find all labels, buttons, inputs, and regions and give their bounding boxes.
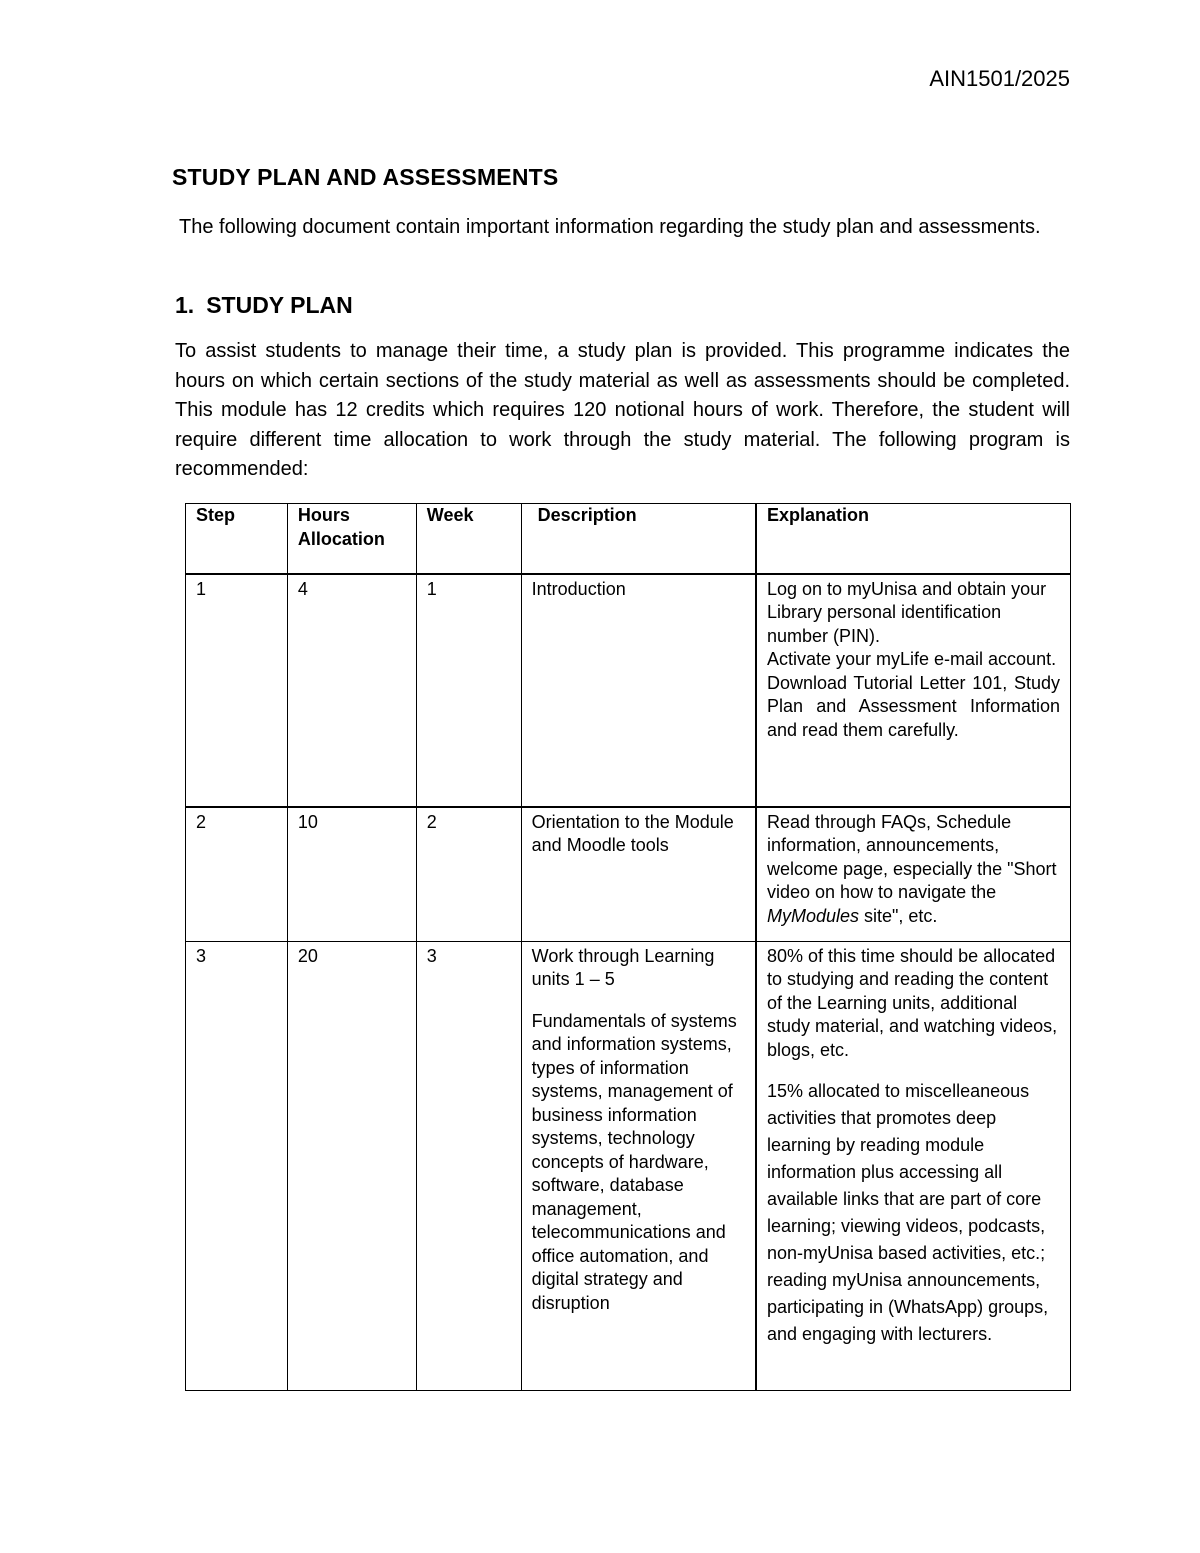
explanation-part: Log on to myUnisa and obtain your Library personal identification number (PIN). (766, 578, 1047, 646)
cell-week: 1 (416, 574, 521, 807)
explanation-text: Read through FAQs, Schedule information, announcements, welcome page, especially the "Short video on how to navigate the (766, 811, 1057, 902)
study-plan-paragraph: To assist students to manage their time, a study plan is provided. This programme indicates the hours on which certain sections of the study material as well as assessments should be completed. This module has 12 credits which requires 120 notional hours of work. Therefore, the student will require different time allocation to work through the study material. The following program is recommended: (175, 340, 1070, 480)
study-plan-table (185, 503, 1071, 1391)
module-code: AIN1501/2025 (929, 66, 1070, 91)
table-header-row (186, 504, 1071, 574)
intro-text: The following document contain important information regarding the study plan and assessments. (179, 216, 1041, 238)
explanation-part: 15% allocated to miscelleaneous activities that promotes deep learning by reading module information plus accessing all available links that are part of core learning; viewing videos, podcasts, non-myUnisa based activities, etc.; reading myUnisa announcements, participating in (WhatsApp) groups, and engaging with lecturers. (766, 1081, 1049, 1344)
cell-hours: 10 (287, 807, 416, 942)
spacer (532, 992, 745, 1010)
header-hours (287, 504, 416, 574)
spacer (767, 1062, 1060, 1078)
description-part: Work through Learning units 1 – 5 (531, 945, 715, 989)
section-number: 1. (175, 292, 195, 318)
cell-hours: 4 (287, 574, 416, 807)
cell-hours: 20 (287, 941, 416, 1390)
header-step: Step (186, 504, 288, 574)
cell-description: Orientation to the Module and Moodle tools (521, 807, 756, 942)
explanation-emphasis: MyModules (766, 905, 859, 926)
cell-step: 3 (186, 941, 288, 1390)
explanation-part: Download Tutorial Letter 101, Study Plan and Assessment Information and read them carefully. (766, 672, 1060, 740)
document-title: STUDY PLAN AND ASSESSMENTS (172, 164, 559, 190)
explanation-text-end: site", etc. (864, 905, 938, 926)
table-row (186, 807, 1071, 942)
cell-explanation (756, 807, 1071, 942)
cell-explanation (756, 941, 1071, 1390)
header-hours-line1: Hours (297, 505, 350, 525)
table-row (186, 941, 1071, 1390)
table-row (186, 574, 1071, 807)
cell-week: 3 (416, 941, 521, 1390)
explanation-part: Activate your myLife e-mail account. (766, 649, 1057, 669)
explanation-part: 80% of this time should be allocated to studying and reading the content of the Learning units, additional study material, and watching videos, blogs, etc. (766, 945, 1058, 1060)
header-description: Description (521, 504, 756, 574)
section-heading (175, 292, 353, 319)
header-hours-line2: Allocation (297, 528, 385, 549)
description-part: Fundamentals of systems and information systems, types of information systems, management of business information systems, technology concepts of hardware, software, database management, telecommunications and office automation, and digital strategy and disruption (531, 1010, 737, 1313)
header-week: Week (416, 504, 521, 574)
cell-description (521, 941, 756, 1390)
section-title: STUDY PLAN (206, 292, 353, 318)
cell-week: 2 (416, 807, 521, 942)
cell-step: 2 (186, 807, 288, 942)
intro-paragraph (175, 213, 1070, 242)
header-explanation: Explanation (756, 504, 1071, 574)
cell-explanation (756, 574, 1071, 807)
cell-description: Introduction (521, 574, 756, 807)
cell-step: 1 (186, 574, 288, 807)
